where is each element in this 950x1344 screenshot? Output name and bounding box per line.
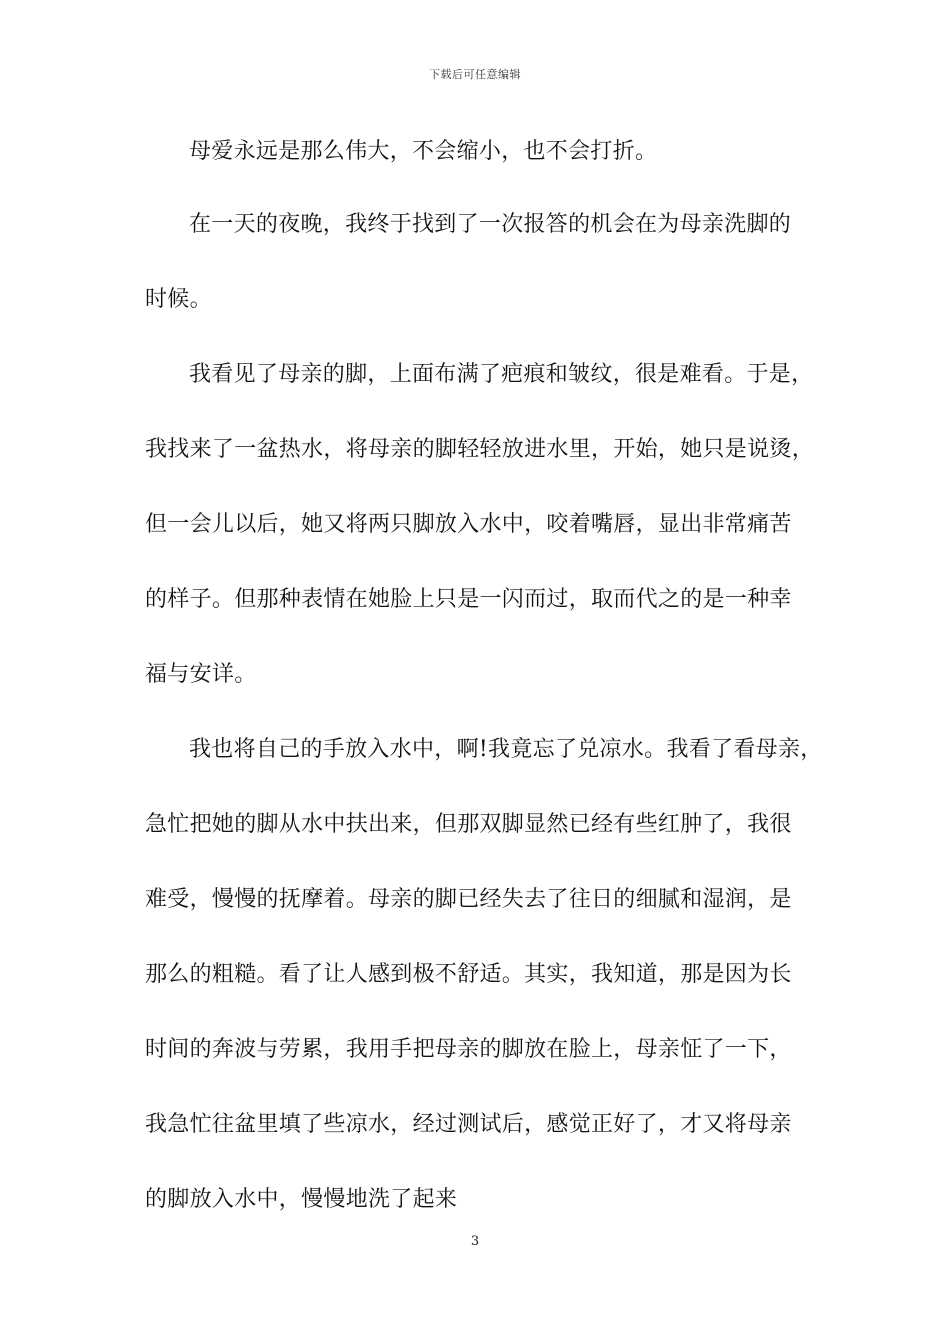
paragraph-line: 时候。 xyxy=(145,287,212,312)
paragraph-line: 我也将自己的手放入水中，啊!我竟忘了兑凉水。我看了看母亲， xyxy=(189,737,823,762)
paragraph-line: 我看见了母亲的脚，上面布满了疤痕和皱纹，很是难看。于是， xyxy=(189,362,814,387)
paragraph-line: 我急忙往盆里填了些凉水，经过测试后，感觉正好了，才又将母亲 xyxy=(145,1112,792,1137)
paragraph-line: 我找来了一盆热水，将母亲的脚轻轻放进水里，开始，她只是说烫， xyxy=(145,437,815,462)
paragraph-line: 福与安详。 xyxy=(145,662,257,687)
paragraph-line: 的样子。但那种表情在她脸上只是一闪而过，取而代之的是一种幸 xyxy=(145,587,792,612)
paragraph-line: 在一天的夜晚，我终于找到了一次报答的机会在为母亲洗脚的 xyxy=(189,212,792,237)
paragraph-line: 难受，慢慢的抚摩着。母亲的脚已经失去了往日的细腻和湿润，是 xyxy=(145,887,792,912)
paragraph-line: 急忙把她的脚从水中扶出来，但那双脚显然已经有些红肿了，我很 xyxy=(145,812,792,837)
page-header: 下载后可任意编辑 xyxy=(429,68,521,81)
paragraph-line: 时间的奔波与劳累，我用手把母亲的脚放在脸上，母亲怔了一下， xyxy=(145,1037,792,1062)
paragraph-line: 母爱永远是那么伟大，不会缩小，也不会打折。 xyxy=(189,139,658,164)
paragraph-line: 的脚放入水中，慢慢地洗了起来 xyxy=(145,1187,458,1212)
paragraph-line: 那么的粗糙。看了让人感到极不舒适。其实，我知道，那是因为长 xyxy=(145,962,792,987)
paragraph-line: 但一会儿以后，她又将两只脚放入水中，咬着嘴唇，显出非常痛苦 xyxy=(145,512,792,537)
page-number: 3 xyxy=(470,1234,480,1249)
